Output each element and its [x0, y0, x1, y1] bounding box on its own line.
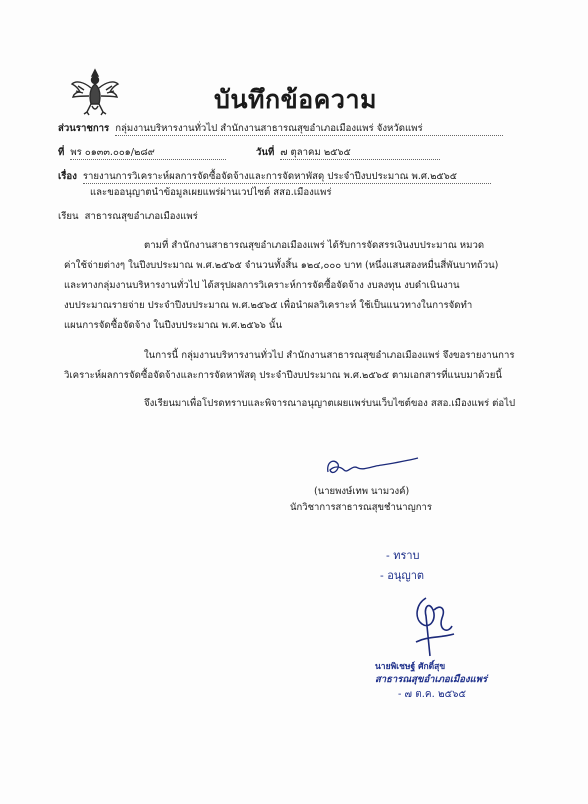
agency-value: กลุ่มงานบริหารงานทั่วไป สำนักงานสาธารณสุขอำเภอเมืองแพร่ จังหวัดแพร่ — [115, 122, 503, 136]
body-paragraph-1 — [64, 236, 524, 336]
subject-label: เรื่อง — [58, 171, 77, 182]
p1-line-5: แผนการจัดซื้อจัดจ้าง ในปีงบประมาณ พ.ศ.๒๕๖๖ นั้น — [64, 320, 283, 331]
garuda-emblem-icon — [70, 66, 120, 118]
approver-stamp-office: สาธารณสุขอำเภอเมืองแพร่ — [375, 674, 488, 685]
p1-line-1: ตามที่ สำนักงานสาธารณสุขอำเภอเมืองแพร่ ได้รับการจัดสรรเงินงบประมาณ หมวด — [144, 240, 485, 251]
recipient-row — [58, 210, 198, 223]
approval-note-acknowledged: - ทราบ — [386, 549, 420, 562]
subject-line-1: รายงานการวิเคราะห์ผลการจัดซื้อจัดจ้างและการจัดหาพัสดุ ประจำปีงบประมาณ พ.ศ.๒๕๖๕ — [83, 170, 491, 184]
p3-line-1: จึงเรียนมาเพื่อโปรดทราบและพิจารณาอนุญาตเผยแพร่บนเว็บไซต์ของ สสอ.เมืองแพร่ ต่อไป — [144, 398, 516, 409]
author-name: (นายพงษ์เทพ นามวงค์) — [314, 486, 410, 497]
p1-line-2: ค่าใช้จ่ายต่างๆ ในปีงบประมาณ พ.ศ.๒๕๖๕ จำนวนทั้งสิ้น ๑๒๔,๐๐๐ บาท (หนึ่งแสนสองหมื่นสี่พันบาทถ้วน) — [64, 260, 499, 271]
agency-row — [58, 122, 503, 136]
body-paragraph-3 — [64, 394, 524, 414]
subject-row — [58, 170, 491, 184]
subject-line-2: และขออนุญาตนำข้อมูลเผยแพร่ผ่านเวปไซต์ สสอ.เมืองแพร่ — [90, 187, 332, 198]
approver-stamp-name: นายพิเชษฐ์ ศักดิ์สุข — [375, 662, 446, 672]
agency-label: ส่วนราชการ — [58, 123, 110, 134]
approval-date: - ๗ ต.ค. ๒๕๖๕ — [398, 689, 467, 700]
author-signature — [318, 452, 428, 482]
reference-label: ที่ — [58, 147, 65, 158]
reference-row — [58, 146, 226, 160]
reference-number: พร ๐๑๓๓.๐๐๑/๒๘๙ — [70, 146, 226, 160]
p2-line-2: วิเคราะห์ผลการจัดซื้อจัดจ้างและการจัดหาพัสดุ ประจำปีงบประมาณ พ.ศ.๒๕๖๕ ตามเอกสารที่แนบมาด้วยนี้ — [64, 370, 502, 381]
p2-line-1: ในการนี้ กลุ่มงานบริหารงานทั่วไป สำนักงานสาธารณสุขอำเภอเมืองแพร่ จึงขอรายงานการ — [144, 350, 515, 361]
memo-title: บันทึกข้อความ — [214, 85, 377, 114]
approval-note-permitted: - อนุญาต — [380, 569, 425, 582]
date-label: วันที่ — [256, 147, 275, 158]
body-paragraph-2 — [64, 346, 524, 386]
p1-line-4: งบประมาณรายจ่าย ประจำปีงบประมาณ พ.ศ.๒๕๖๕ เพื่อนำผลวิเคราะห์ ใช้เป็นแนวทางในการจัดทำ — [64, 300, 473, 311]
p1-line-3: และทางกลุ่มงานบริหารงานทั่วไป ได้สรุปผลการวิเคราะห์การจัดซื้อจัดจ้าง งบลงทุน งบดำเนินงาน — [64, 280, 460, 291]
author-position: นักวิชาการสาธารณสุขชำนาญการ — [290, 502, 432, 513]
date-value: ๗ ตุลาคม ๒๕๖๕ — [280, 146, 440, 160]
date-row — [256, 146, 440, 160]
recipient-label: เรียน — [58, 211, 79, 222]
recipient-value: สาธารณสุขอำเภอเมืองแพร่ — [84, 211, 198, 222]
